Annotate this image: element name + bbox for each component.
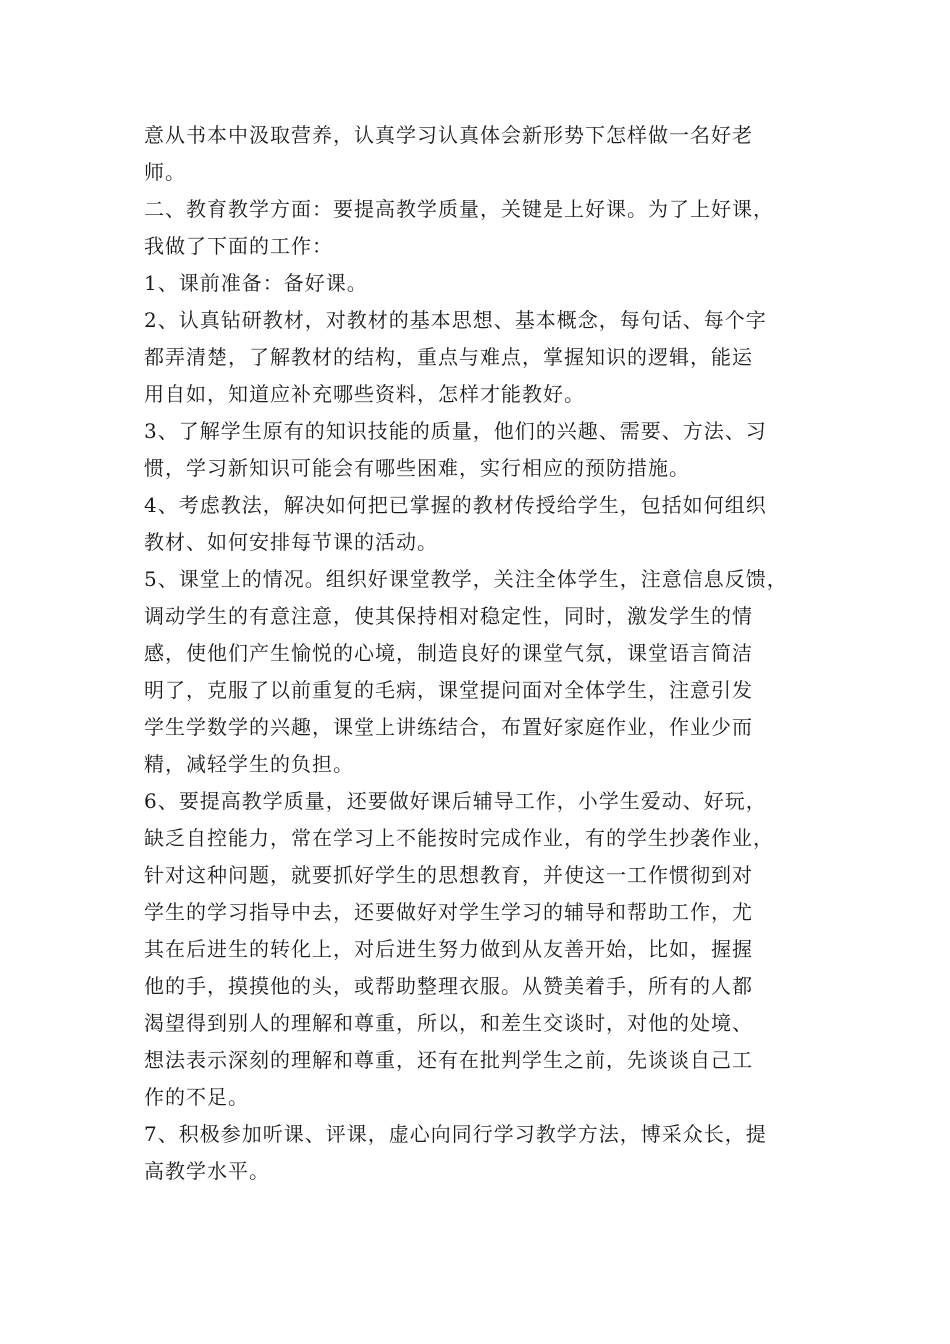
text-line: 4、考虑教法，解决如何把已掌握的教材传授给学生，包括如何组织 [144,493,767,517]
text-line: 针对这种问题，就要抓好学生的思想教育，并使这一工作惯彻到对 [144,863,753,887]
text-line: 学生的学习指导中去，还要做好对学生学习的辅导和帮助工作，尤 [144,900,753,924]
text-line: 二、教育教学方面：要提高教学质量，关键是上好课。为了上好课， [144,197,774,221]
paragraph [144,487,814,561]
paragraph [144,302,814,413]
text-line: 作的不足。 [144,1085,249,1109]
text-line: 6、要提高教学质量，还要做好课后辅导工作，小学生爱动、好玩， [144,789,767,813]
paragraph [144,783,814,1116]
text-line: 其在后进生的转化上，对后进生努力做到从友善开始，比如，握握 [144,937,753,961]
text-line: 3、了解学生原有的知识技能的质量，他们的兴趣、需要、方法、习 [144,419,767,443]
paragraph [144,561,814,783]
text-line: 调动学生的有意注意，使其保持相对稳定性，同时，激发学生的情 [144,604,753,628]
text-line: 感，使他们产生愉悦的心境，制造良好的课堂气氛，课堂语言简洁 [144,641,753,665]
text-line: 明了，克服了以前重复的毛病，课堂提问面对全体学生，注意引发 [144,678,753,702]
text-line: 我做了下面的工作： [144,234,333,258]
text-line: 教材、如何安排每节课的活动。 [144,530,438,554]
paragraph [144,1116,814,1190]
text-line: 学生学数学的兴趣，课堂上讲练结合，布置好家庭作业，作业少而 [144,715,753,739]
text-line: 1、课前准备：备好课。 [144,271,368,295]
text-line: 意从书本中汲取营养，认真学习认真体会新形势下怎样做一名好老 [144,123,753,147]
paragraph [144,413,814,487]
text-line: 缺乏自控能力，常在学习上不能按时完成作业，有的学生抄袭作业， [144,826,774,850]
text-line: 用自如，知道应补充哪些资料，怎样才能教好。 [144,382,585,406]
text-line: 想法表示深刻的理解和尊重，还有在批判学生之前，先谈谈自己工 [144,1048,753,1072]
text-line: 精，减轻学生的负担。 [144,752,354,776]
text-line: 渴望得到别人的理解和尊重，所以，和差生交谈时，对他的处境、 [144,1011,753,1035]
text-line: 师。 [144,160,186,184]
text-line: 2、认真钻研教材，对教材的基本思想、基本概念，每句话、每个字 [144,308,767,332]
paragraph [144,191,814,265]
text-line: 7、积极参加听课、评课，虚心向同行学习教学方法，博采众长，提 [144,1122,767,1146]
text-line: 5、课堂上的情况。组织好课堂教学，关注全体学生，注意信息反馈， [144,567,788,591]
text-line: 都弄清楚，了解教材的结构，重点与难点，掌握知识的逻辑，能运 [144,345,753,369]
paragraph [144,117,814,191]
text-line: 惯，学习新知识可能会有哪些困难，实行相应的预防措施。 [144,456,690,480]
document-body [144,117,814,1190]
text-line: 他的手，摸摸他的头，或帮助整理衣服。从赞美着手，所有的人都 [144,974,753,998]
paragraph [144,265,814,302]
text-line: 高教学水平。 [144,1159,270,1183]
